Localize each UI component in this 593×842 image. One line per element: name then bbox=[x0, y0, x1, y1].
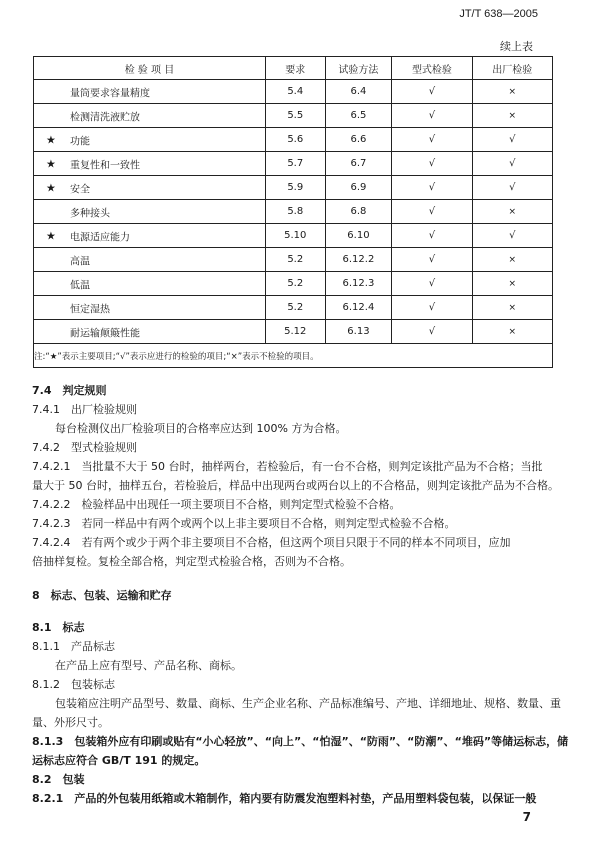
item-cell bbox=[34, 176, 266, 200]
item-cell bbox=[34, 224, 266, 248]
table-row bbox=[34, 176, 553, 200]
requirement-cell: 5.12 bbox=[265, 320, 325, 344]
header-factory-test: 出厂检验 bbox=[472, 57, 552, 80]
type-test-mark: √ bbox=[392, 80, 472, 104]
table-row bbox=[34, 320, 553, 344]
section-8-1: 8.1 标志 bbox=[32, 621, 85, 634]
table-row bbox=[34, 80, 553, 104]
item-cell bbox=[34, 152, 266, 176]
factory-test-mark: × bbox=[472, 248, 552, 272]
section-7-4-2-1-line2: 量大于 50 台时，抽样五台，若检验后，样品中出现两台或两台以上的不合格品，则判定该批产品为不合格。 bbox=[32, 479, 559, 492]
table-row bbox=[34, 128, 553, 152]
table-note-row bbox=[34, 344, 553, 368]
requirement-cell: 5.9 bbox=[265, 176, 325, 200]
header-requirement: 要求 bbox=[265, 57, 325, 80]
table-note: 注:“★”表示主要项目;“√”表示应进行的检验的项目;“×”表示不检验的项目。 bbox=[34, 344, 553, 368]
item-cell bbox=[34, 272, 266, 296]
continued-label: 续上表 bbox=[500, 40, 533, 53]
item-name: 多种接头 bbox=[70, 208, 110, 219]
method-cell: 6.9 bbox=[325, 176, 392, 200]
type-test-mark: √ bbox=[392, 104, 472, 128]
table-row bbox=[34, 248, 553, 272]
requirement-cell: 5.2 bbox=[265, 272, 325, 296]
item-cell bbox=[34, 320, 266, 344]
item-name: 高温 bbox=[70, 256, 90, 267]
section-7-4-1: 7.4.1 出厂检验规则 bbox=[32, 403, 137, 416]
section-8-1-2-line2: 量、外形尺寸。 bbox=[32, 716, 109, 729]
method-cell: 6.5 bbox=[325, 104, 392, 128]
factory-test-mark: √ bbox=[472, 152, 552, 176]
requirement-cell: 5.5 bbox=[265, 104, 325, 128]
type-test-mark: √ bbox=[392, 128, 472, 152]
section-7-4-2: 7.4.2 型式检验规则 bbox=[32, 441, 137, 454]
header-type-test: 型式检验 bbox=[392, 57, 472, 80]
section-8-1-2: 8.1.2 包装标志 bbox=[32, 678, 115, 691]
item-cell bbox=[34, 296, 266, 320]
table-row bbox=[34, 296, 553, 320]
item-name: 低温 bbox=[70, 280, 90, 291]
section-8: 8 标志、包装、运输和贮存 bbox=[32, 589, 172, 602]
type-test-mark: √ bbox=[392, 176, 472, 200]
type-test-mark: √ bbox=[392, 248, 472, 272]
requirement-cell: 5.7 bbox=[265, 152, 325, 176]
requirement-cell: 5.2 bbox=[265, 296, 325, 320]
item-name: 功能 bbox=[70, 136, 90, 147]
section-8-1-1: 8.1.1 产品标志 bbox=[32, 640, 115, 653]
section-8-1-1-text: 在产品上应有型号、产品名称、商标。 bbox=[55, 659, 242, 672]
item-name: 恒定湿热 bbox=[70, 304, 110, 315]
section-7-4-2-1-line1: 7.4.2.1 当批量不大于 50 台时，抽样两台，若检验后，有一台不合格，则判定该批产品为不合格；当批 bbox=[32, 460, 543, 473]
section-8-1-2-line1: 包装箱应注明产品型号、数量、商标、生产企业名称、产品标准编号、产地、详细地址、规格、数量、重 bbox=[55, 697, 561, 710]
table-row bbox=[34, 224, 553, 248]
factory-test-mark: × bbox=[472, 296, 552, 320]
section-8-2-1: 8.2.1 产品的外包装用纸箱或木箱制作，箱内要有防震发泡塑料衬垫，产品用塑料袋包装，以保证一般 bbox=[32, 792, 537, 805]
method-cell: 6.12.4 bbox=[325, 296, 392, 320]
type-test-mark: √ bbox=[392, 296, 472, 320]
factory-test-mark: × bbox=[472, 320, 552, 344]
method-cell: 6.12.2 bbox=[325, 248, 392, 272]
section-7-4-2-4-line1: 7.4.2.4 若有两个或少于两个非主要项目不合格，但这两个项目只限于不同的样本不同项目，应加 bbox=[32, 536, 511, 549]
method-cell: 6.8 bbox=[325, 200, 392, 224]
factory-test-mark: × bbox=[472, 80, 552, 104]
requirement-cell: 5.10 bbox=[265, 224, 325, 248]
table-header-row bbox=[34, 57, 553, 80]
header-item: 检 验 项 目 bbox=[34, 57, 266, 80]
item-cell bbox=[34, 248, 266, 272]
item-name: 重复性和一致性 bbox=[70, 160, 140, 171]
table-row bbox=[34, 272, 553, 296]
item-name: 耐运输颠簸性能 bbox=[70, 328, 140, 339]
method-cell: 6.6 bbox=[325, 128, 392, 152]
item-name: 电源适应能力 bbox=[70, 232, 130, 243]
method-cell: 6.12.3 bbox=[325, 272, 392, 296]
requirement-cell: 5.6 bbox=[265, 128, 325, 152]
section-7-4-1-text: 每台检测仪出厂检验项目的合格率应达到 100% 方为合格。 bbox=[55, 422, 347, 435]
requirement-cell: 5.4 bbox=[265, 80, 325, 104]
factory-test-mark: √ bbox=[472, 224, 552, 248]
item-cell bbox=[34, 128, 266, 152]
section-7-4-2-3: 7.4.2.3 若同一样品中有两个或两个以上非主要项目不合格，则判定型式检验不合格。 bbox=[32, 517, 456, 530]
section-7-4: 7.4 判定规则 bbox=[32, 384, 107, 397]
type-test-mark: √ bbox=[392, 224, 472, 248]
star-icon: ★ bbox=[46, 157, 56, 170]
section-8-1-3-line2: 运标志应符合 GB/T 191 的规定。 bbox=[32, 754, 206, 767]
item-cell bbox=[34, 104, 266, 128]
section-8-1-3-line1: 8.1.3 包装箱外应有印刷或贴有“小心轻放”、“向上”、“怕湿”、“防雨”、“防潮”、“堆码”等储运标志，储 bbox=[32, 735, 569, 748]
star-icon: ★ bbox=[46, 229, 56, 242]
factory-test-mark: × bbox=[472, 272, 552, 296]
item-cell bbox=[34, 80, 266, 104]
method-cell: 6.4 bbox=[325, 80, 392, 104]
method-cell: 6.7 bbox=[325, 152, 392, 176]
item-name: 检测清洗液贮放 bbox=[70, 112, 140, 123]
factory-test-mark: × bbox=[472, 200, 552, 224]
factory-test-mark: √ bbox=[472, 176, 552, 200]
section-7-4-2-2: 7.4.2.2 检验样品中出现任一项主要项目不合格，则判定型式检验不合格。 bbox=[32, 498, 401, 511]
star-icon: ★ bbox=[46, 133, 56, 146]
inspection-table bbox=[33, 56, 553, 368]
star-icon: ★ bbox=[46, 181, 56, 194]
table-row bbox=[34, 152, 553, 176]
requirement-cell: 5.8 bbox=[265, 200, 325, 224]
type-test-mark: √ bbox=[392, 320, 472, 344]
factory-test-mark: √ bbox=[472, 128, 552, 152]
type-test-mark: √ bbox=[392, 200, 472, 224]
requirement-cell: 5.2 bbox=[265, 248, 325, 272]
table-row bbox=[34, 200, 553, 224]
method-cell: 6.10 bbox=[325, 224, 392, 248]
factory-test-mark: × bbox=[472, 104, 552, 128]
method-cell: 6.13 bbox=[325, 320, 392, 344]
type-test-mark: √ bbox=[392, 152, 472, 176]
table-row bbox=[34, 104, 553, 128]
item-name: 量筒要求容量精度 bbox=[70, 88, 150, 99]
item-cell bbox=[34, 200, 266, 224]
page-number: 7 bbox=[522, 810, 531, 824]
standard-code: JT/T 638—2005 bbox=[459, 8, 538, 20]
header-method: 试验方法 bbox=[325, 57, 392, 80]
section-8-2: 8.2 包装 bbox=[32, 773, 85, 786]
section-7-4-2-4-line2: 倍抽样复检。复检全部合格，判定型式检验合格，否则为不合格。 bbox=[32, 555, 351, 568]
item-name: 安全 bbox=[70, 184, 90, 195]
type-test-mark: √ bbox=[392, 272, 472, 296]
